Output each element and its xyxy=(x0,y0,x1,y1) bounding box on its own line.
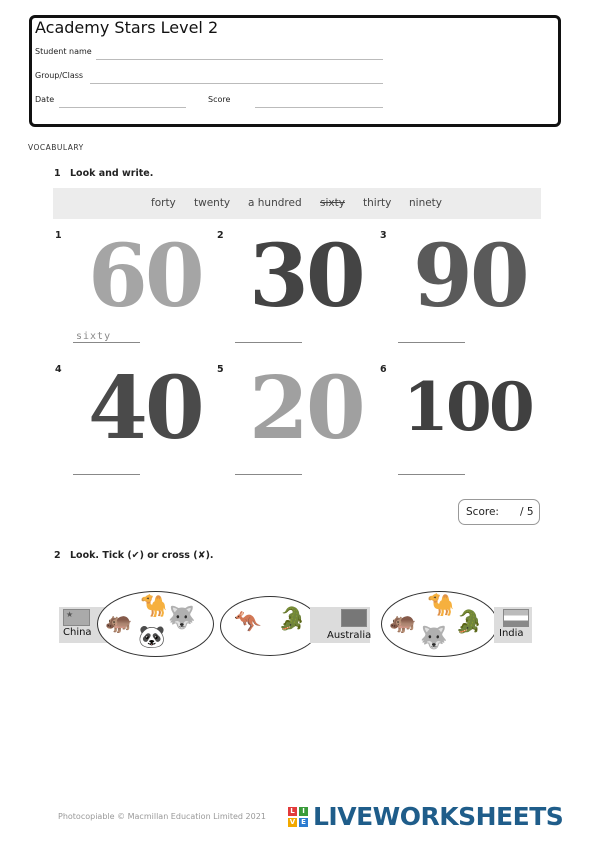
item-number: 2 xyxy=(217,230,224,241)
numeral-picture: 20 xyxy=(249,358,363,459)
score-field[interactable] xyxy=(255,107,383,108)
q2-instruction: Look. Tick (✔) or cross (✘). xyxy=(70,550,214,561)
panda-icon: 🐼 xyxy=(138,625,166,650)
score-box-value: / 5 xyxy=(520,506,534,518)
answer-line[interactable] xyxy=(398,342,465,343)
camel-icon: 🐪 xyxy=(427,593,455,618)
answer-line[interactable] xyxy=(235,342,302,343)
answer-line[interactable] xyxy=(73,342,140,343)
word-bank-item: forty xyxy=(151,197,176,209)
word-bank-item: ninety xyxy=(409,197,443,209)
wolf-icon: 🐺 xyxy=(168,606,196,631)
group-class-label: Group/Class xyxy=(35,71,84,80)
country-label: China xyxy=(63,627,92,638)
answer-line[interactable] xyxy=(73,474,140,475)
item-number: 6 xyxy=(380,364,387,375)
student-name-field[interactable] xyxy=(96,59,383,60)
numeral-picture: 90 xyxy=(413,226,527,327)
hippo-icon: 🦛 xyxy=(105,610,133,635)
crocodile-icon: 🐊 xyxy=(278,607,306,632)
date-field[interactable] xyxy=(59,107,186,108)
crocodile-icon: 🐊 xyxy=(455,610,483,635)
section-title: VOCABULARY xyxy=(28,143,84,152)
answer-text[interactable]: sixty xyxy=(76,331,112,342)
student-name-label: Student name xyxy=(35,47,92,56)
liveworksheets-wordmark: LIVEWORKSHEETS xyxy=(313,802,564,831)
numeral-picture: 60 xyxy=(88,226,202,327)
word-bank-item: twenty xyxy=(194,197,231,209)
word-bank-item-used: sixty xyxy=(320,197,345,209)
item-number: 1 xyxy=(55,230,62,241)
wolf-icon: 🐺 xyxy=(420,626,448,651)
score-label: Score xyxy=(208,95,231,104)
worksheet-title: Academy Stars Level 2 xyxy=(35,18,219,37)
numeral-picture: 40 xyxy=(88,358,202,459)
date-label: Date xyxy=(35,95,55,104)
liveworksheets-logo-icon: L I V E xyxy=(288,807,310,827)
answer-line[interactable] xyxy=(398,474,465,475)
numeral-picture: 30 xyxy=(249,226,363,327)
india-flag-icon xyxy=(503,609,529,627)
item-number: 5 xyxy=(217,364,224,375)
australia-flag-icon xyxy=(341,609,367,627)
country-label: India xyxy=(499,628,524,639)
item-number: 4 xyxy=(55,364,62,375)
copyright: Photocopiable © Macmillan Education Limited 2021 xyxy=(58,812,266,821)
group-class-field[interactable] xyxy=(90,83,383,84)
hippo-icon: 🦛 xyxy=(389,610,417,635)
numeral-picture: 100 xyxy=(403,368,532,446)
answer-line[interactable] xyxy=(235,474,302,475)
item-number: 3 xyxy=(380,230,387,241)
camel-icon: 🐪 xyxy=(140,594,168,619)
china-flag-icon: ★ xyxy=(63,609,90,626)
liveworksheets-logo[interactable] xyxy=(288,802,563,831)
country-label: Australia xyxy=(327,630,372,641)
kangaroo-icon: 🦘 xyxy=(234,610,262,635)
score-box-label: Score: xyxy=(466,506,499,518)
q1-instruction: Look and write. xyxy=(70,168,154,179)
word-bank-item: thirty xyxy=(363,197,392,209)
q2-number: 2 xyxy=(54,550,61,561)
word-bank-item: a hundred xyxy=(248,197,302,209)
score-box xyxy=(458,499,540,525)
q1-number: 1 xyxy=(54,168,61,179)
